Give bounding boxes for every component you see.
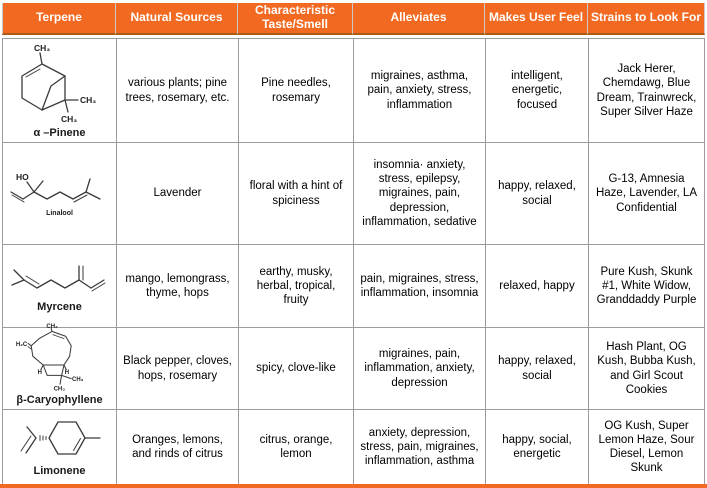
cell-pinene-makes-user-feel: intelligent, energetic, focused — [485, 38, 588, 142]
header-cell-terpene: Terpene — [2, 3, 116, 35]
atom-label: H — [37, 370, 42, 377]
cell-limonene-taste-smell: citrus, orange, lemon — [238, 409, 353, 484]
atom-label: HO — [15, 172, 29, 183]
cell-myrcene-alleviates: pain, migraines, stress, inflammation, insomnia — [353, 244, 485, 327]
cell-linalool-taste-smell: floral with a hint of spiciness — [238, 142, 353, 244]
atom-label: CH₃ — [60, 114, 77, 125]
atom-label: H₂C — [15, 342, 27, 349]
cell-caryophyllene-strains: Hash Plant, OG Kush, Bubba Kush, and Girl Scout Cookies — [588, 327, 705, 409]
terpene-name-limonene: Limonene — [33, 464, 86, 477]
cell-linalool-strains: G-13, Amnesia Haze, Lavender, LA Confidential — [588, 142, 705, 244]
beta-caryophyllene-structure-image — [12, 324, 108, 393]
header-cell-alleviates: Alleviates — [353, 3, 485, 35]
alpha-pinene-structure-image — [10, 40, 110, 126]
atom-label: CH₃ — [33, 43, 50, 54]
atom-label: H — [64, 370, 69, 377]
cell-myrcene-taste-smell: earthy, musky, herbal, tropical, fruity — [238, 244, 353, 327]
terpene-cell-myrcene — [2, 244, 116, 327]
cell-limonene-strains: OG Kush, Super Lemon Haze, Sour Diesel, Lemon Skunk — [588, 409, 705, 484]
header-cell-natural-sources: Natural Sources — [116, 3, 238, 35]
terpene-cell-caryophyllene — [2, 324, 116, 409]
atom-label: CH₃ — [53, 386, 65, 393]
header-cell-strains: Strains to Look For — [588, 3, 705, 35]
cell-linalool-alleviates: insomnia· anxiety, stress, epilepsy, migraines, pain, depression, inflammation, sedative — [353, 142, 485, 244]
atom-label: CH₃ — [45, 324, 58, 331]
cell-caryophyllene-alleviates: migraines, pain, inflammation, anxiety, depression — [353, 327, 485, 409]
terpene-name-linalool: Linalool — [46, 210, 73, 218]
limonene-structure-image — [10, 416, 110, 464]
cell-pinene-taste-smell: Pine needles, rosemary — [238, 38, 353, 142]
terpene-name-myrcene: Myrcene — [37, 300, 82, 313]
terpene-cell-pinene — [2, 38, 116, 142]
cell-pinene-natural-sources: various plants; pine trees, rosemary, etc. — [116, 38, 238, 142]
terpene-cell-limonene — [2, 409, 116, 484]
cell-caryophyllene-taste-smell: spicy, clove-like — [238, 327, 353, 409]
myrcene-structure-image — [8, 258, 112, 300]
cell-limonene-alleviates: anxiety, depression, stress, pain, migraines, inflammation, asthma — [353, 409, 485, 484]
cell-myrcene-strains: Pure Kush, Skunk #1, White Widow, Granddaddy Purple — [588, 244, 705, 327]
atom-label: CH₃ — [71, 377, 83, 384]
cell-limonene-natural-sources: Oranges, lemons, and rinds of citrus — [116, 409, 238, 484]
terpene-table-grid — [2, 3, 705, 484]
cell-caryophyllene-natural-sources: Black pepper, cloves, hops, rosemary — [116, 327, 238, 409]
terpene-name-pinene: α –Pinene — [33, 127, 86, 140]
linalool-structure-image — [7, 168, 113, 214]
cell-myrcene-natural-sources: mango, lemongrass, thyme, hops — [116, 244, 238, 327]
header-cell-taste-smell: Characteristic Taste/Smell — [238, 3, 353, 35]
terpene-name-caryophyllene: β-Caryophyllene — [16, 394, 103, 407]
cell-linalool-natural-sources: Lavender — [116, 142, 238, 244]
cell-pinene-strains: Jack Herer, Chemdawg, Blue Dream, Trainwreck, Super Silver Haze — [588, 38, 705, 142]
cell-caryophyllene-makes-user-feel: happy, relaxed, social — [485, 327, 588, 409]
cell-pinene-alleviates: migraines, asthma, pain, anxiety, stress, inflammation — [353, 38, 485, 142]
header-cell-makes-user-feel: Makes User Feel — [485, 3, 588, 35]
terpene-cell-linalool — [2, 142, 116, 244]
atom-label: CH₃ — [79, 95, 96, 106]
cell-linalool-makes-user-feel: happy, relaxed, social — [485, 142, 588, 244]
cell-myrcene-makes-user-feel: relaxed, happy — [485, 244, 588, 327]
cell-limonene-makes-user-feel: happy, social, energetic — [485, 409, 588, 484]
